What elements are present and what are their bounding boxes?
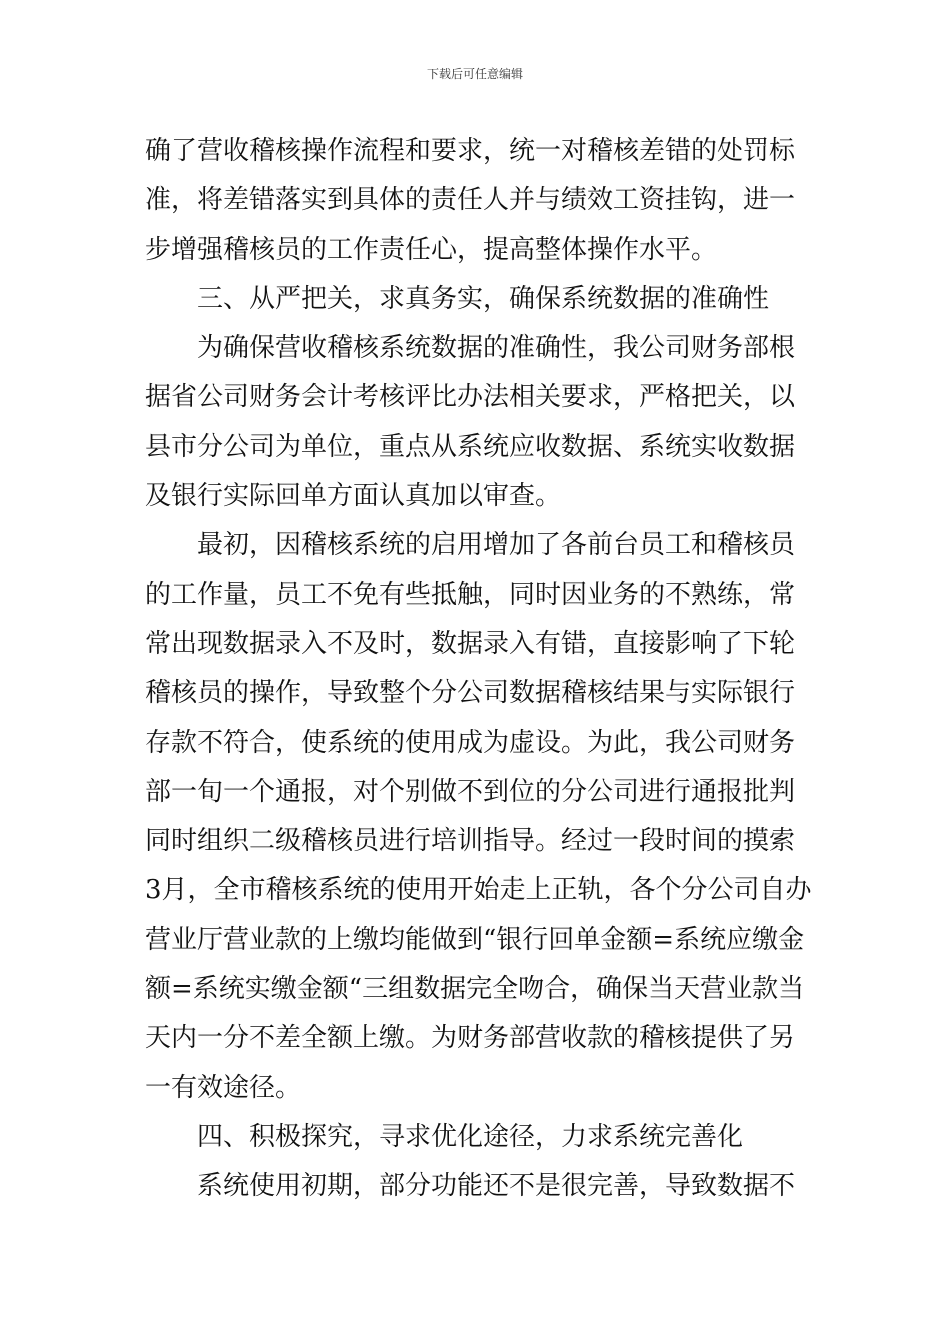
document-body bbox=[145, 127, 810, 1212]
paragraph-start: 最初，因稽核系统的启用增加了各前台员工和稽核员 bbox=[197, 530, 796, 561]
body-line: 部一旬一个通报，对个别做不到位的分公司进行通报批判 bbox=[145, 776, 796, 807]
paragraph-start: 系统使用初期，部分功能还不是很完善，导致数据不 bbox=[197, 1171, 796, 1202]
body-line: 的工作量，员工不免有些抵触，同时因业务的不熟练，常 bbox=[145, 579, 796, 610]
section-heading-3: 三、从严把关，求真务实，确保系统数据的准确性 bbox=[197, 283, 770, 314]
paragraph-start: 为确保营收稽核系统数据的准确性，我公司财务部根 bbox=[197, 333, 796, 364]
page-header-note: 下载后可任意编辑 bbox=[426, 67, 523, 81]
body-line: 据省公司财务会计考核评比办法相关要求，严格把关，以 bbox=[145, 382, 796, 413]
body-line: 天内一分不差全额上缴。为财务部营收款的稽核提供了另 bbox=[145, 1023, 796, 1054]
body-line: 及银行实际回单方面认真加以审查。 bbox=[145, 481, 562, 512]
body-line: 同时组织二级稽核员进行培训指导。经过一段时间的摸索 bbox=[145, 826, 796, 857]
body-line: 3月，全市稽核系统的使用开始走上正轨，各个分公司自办 bbox=[145, 875, 812, 906]
body-line: 县市分公司为单位，重点从系统应收数据、系统实收数据 bbox=[145, 431, 796, 462]
body-line: 稽核员的操作，导致整个分公司数据稽核结果与实际银行 bbox=[145, 678, 796, 709]
body-line: 存款不符合，使系统的使用成为虚设。为此，我公司财务 bbox=[145, 727, 796, 758]
body-line: 确了营收稽核操作流程和要求，统一对稽核差错的处罚标 bbox=[145, 136, 796, 166]
body-line: 营业厅营业款的上缴均能做到“银行回单金额=系统应缴金 bbox=[145, 924, 805, 955]
body-line: 额=系统实缴金额“三组数据完全吻合，确保当天营业款当 bbox=[145, 974, 805, 1005]
body-line: 准，将差错落实到具体的责任人并与绩效工资挂钩，进一 bbox=[145, 185, 796, 216]
body-line: 常出现数据录入不及时，数据录入有错，直接影响了下轮 bbox=[145, 628, 796, 659]
body-line: 一有效途径。 bbox=[145, 1072, 302, 1103]
body-line: 步增强稽核员的工作责任心，提高整体操作水平。 bbox=[145, 234, 718, 265]
section-heading-4: 四、积极探究，寻求优化途径，力求系统完善化 bbox=[197, 1121, 744, 1152]
